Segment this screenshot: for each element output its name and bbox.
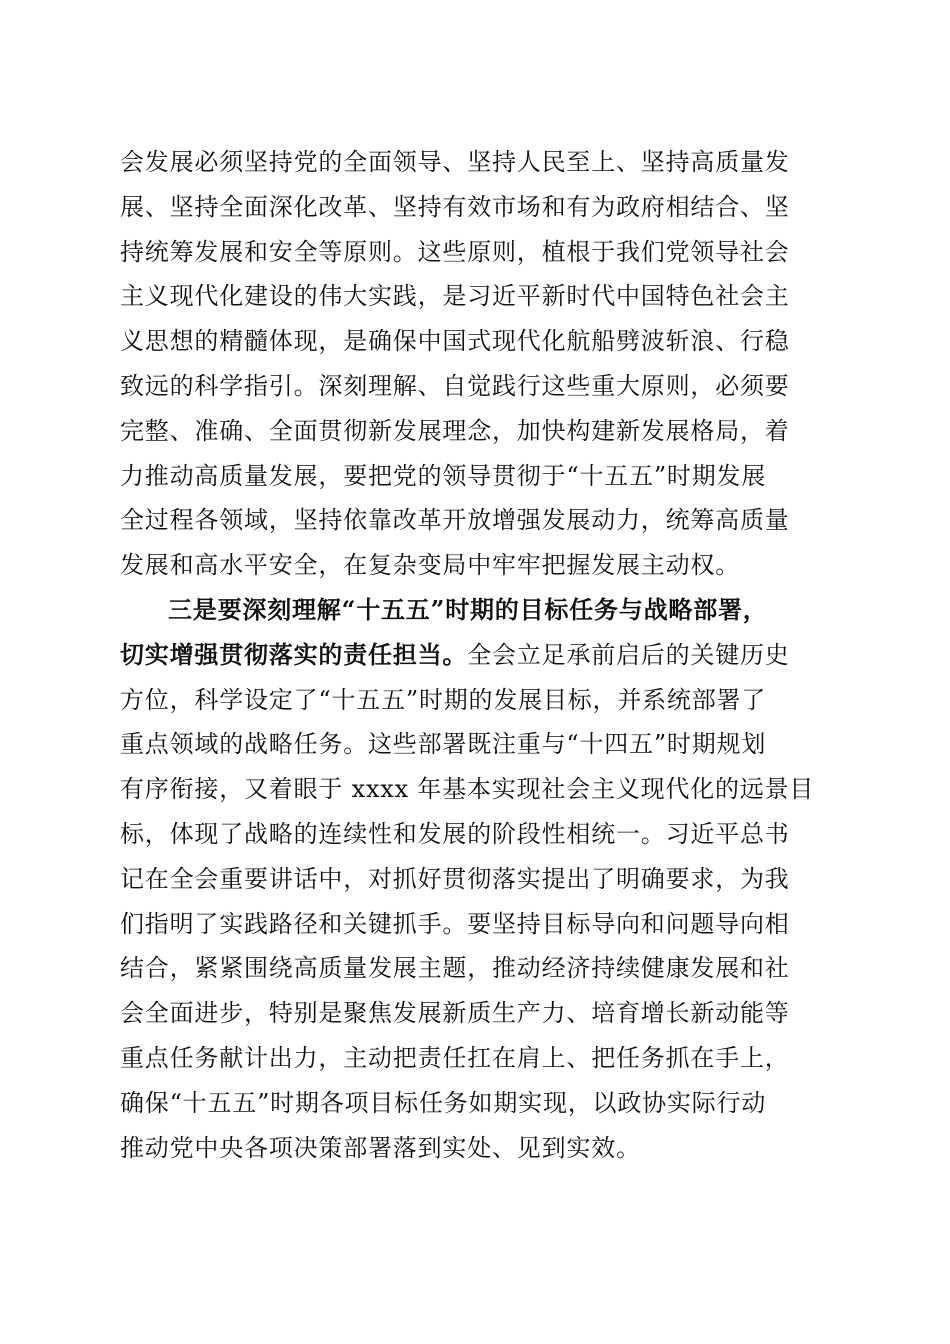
text-line: 完整、准确、全面贯彻新发展理念，加快构建新发展格局，着: [120, 416, 790, 445]
text-line: 结合，紧紧围绕高质量发展主题，推动经济持续健康发展和社: [120, 954, 790, 983]
text-line: 记在全会重要讲话中，对抓好贯彻落实提出了明确要求，为我: [120, 864, 790, 893]
text-line: 推动党中央各项决策部署落到实处、见到实效。: [120, 1133, 641, 1162]
text-line: 致远的科学指引。深刻理解、自觉践行这些重大原则，必须要: [120, 371, 790, 400]
text-line: 标，体现了战略的连续性和发展的阶段性相统一。习近平总书: [120, 819, 790, 848]
paragraph-1: [120, 140, 830, 588]
text-line: 方位，科学设定了“十五五”时期的发展目标，并系统部署了: [120, 685, 767, 714]
text-line: 会发展必须坚持党的全面领导、坚持人民至上、坚持高质量发: [120, 148, 790, 176]
text-line: 持统筹发展和安全等原则。这些原则，植根于我们党领导社会: [120, 237, 790, 266]
text-line: 确保“十五五”时期各项目标任务如期实现，以政协实际行动: [120, 1088, 767, 1117]
text-line: 们指明了实践路径和关键抓手。要坚持目标导向和问题导向相: [120, 909, 790, 938]
text-line: 展、坚持全面深化改革、坚持有效市场和有为政府相结合、坚: [120, 192, 790, 221]
paragraph-2: [120, 588, 830, 1170]
text-line: 发展和高水平安全，在复杂变局中牢牢把握发展主动权。: [120, 551, 740, 580]
text-line: 有序衔接，又着眼于 xxxx 年基本实现社会主义现代化的远景目: [120, 775, 815, 804]
document-body: [120, 140, 830, 1170]
text-line: 重点任务献计出力，主动把责任扛在肩上、把任务抓在手上，: [120, 1043, 790, 1072]
section-heading-emphasis: 切实增强贯彻落实的责任担当。: [120, 639, 468, 669]
section-heading-line-2: [120, 633, 830, 678]
text-run: 全会立足承前启后的关键历史: [467, 640, 790, 669]
text-line: 重点领域的战略任务。这些部署既注重与“十四五”时期规划: [120, 730, 767, 759]
text-line: 义思想的精髓体现，是确保中国式现代化航船劈波斩浪、行稳: [120, 327, 790, 356]
text-line: 力推动高质量发展，要把党的领导贯彻于“十五五”时期发展: [120, 461, 767, 490]
text-line: 主义现代化建设的伟大实践，是习近平新时代中国特色社会主: [120, 282, 790, 311]
text-line: 全过程各领域，坚持依靠改革开放增强发展动力，统筹高质量: [120, 506, 790, 535]
text-line: 会全面进步，特别是聚焦发展新质生产力、培育增长新动能等: [120, 999, 790, 1028]
section-heading-line-1: 三是要深刻理解“十五五”时期的目标任务与战略部署，: [168, 594, 768, 624]
